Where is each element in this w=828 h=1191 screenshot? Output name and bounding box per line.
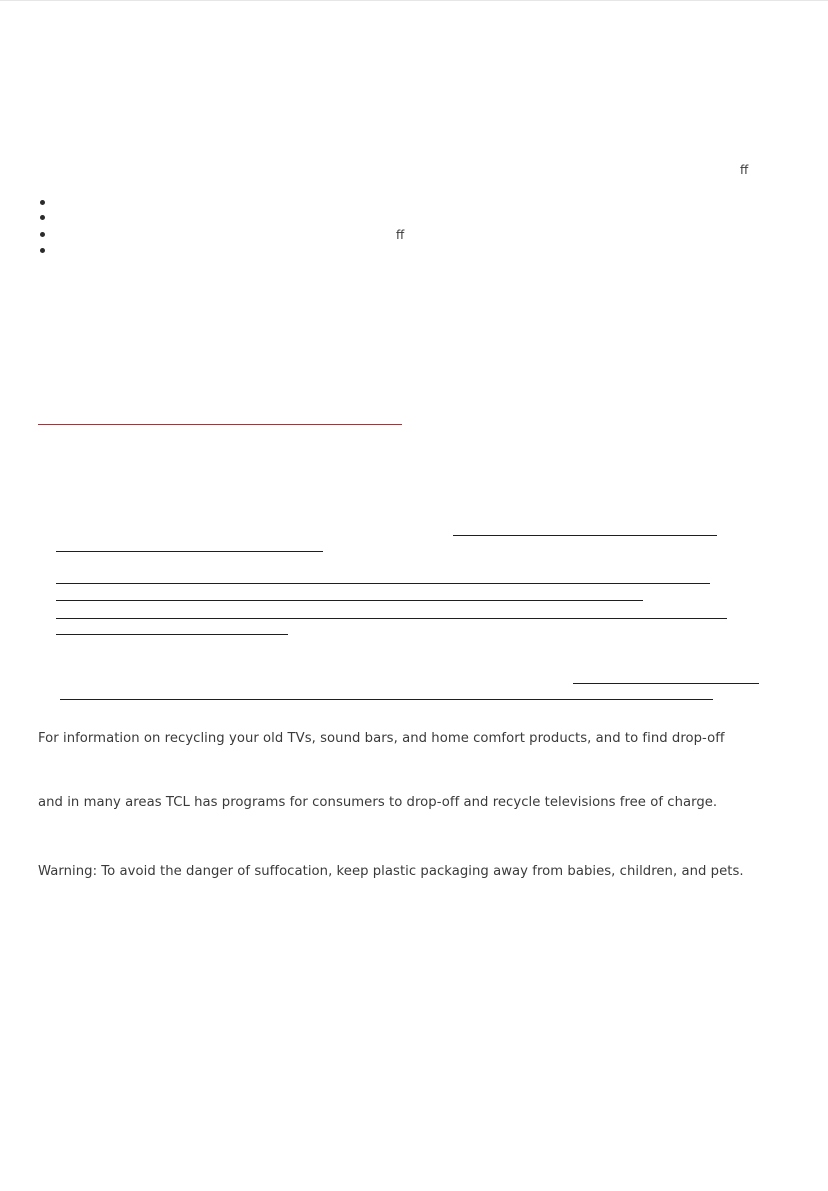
link-underline[interactable] [60,699,713,700]
ligature-fragment-top: ff [740,163,749,177]
page-top-rule [0,0,828,1]
link-underline[interactable] [56,600,643,601]
drop-off-programs-text: and in many areas TCL has programs for consumers to drop-off and recycle televisions free of charge. [38,795,718,810]
list-bullet [40,232,45,237]
link-underline[interactable] [56,583,710,584]
list-bullet [40,248,45,253]
link-underline[interactable] [56,634,288,635]
suffocation-warning-text: Warning: To avoid the danger of suffocation, keep plastic packaging away from babies, children, and pets. [38,864,744,879]
link-underline[interactable] [573,683,759,684]
link-underline[interactable] [56,551,323,552]
list-bullet [40,215,45,220]
list-bullet [40,200,45,205]
heading-underline [38,424,402,425]
recycling-info-text: For information on recycling your old TVs, sound bars, and home comfort products, and to find drop-off [38,731,725,746]
ligature-fragment-list: ff [396,228,405,242]
link-underline[interactable] [453,535,717,536]
link-underline[interactable] [56,618,727,619]
